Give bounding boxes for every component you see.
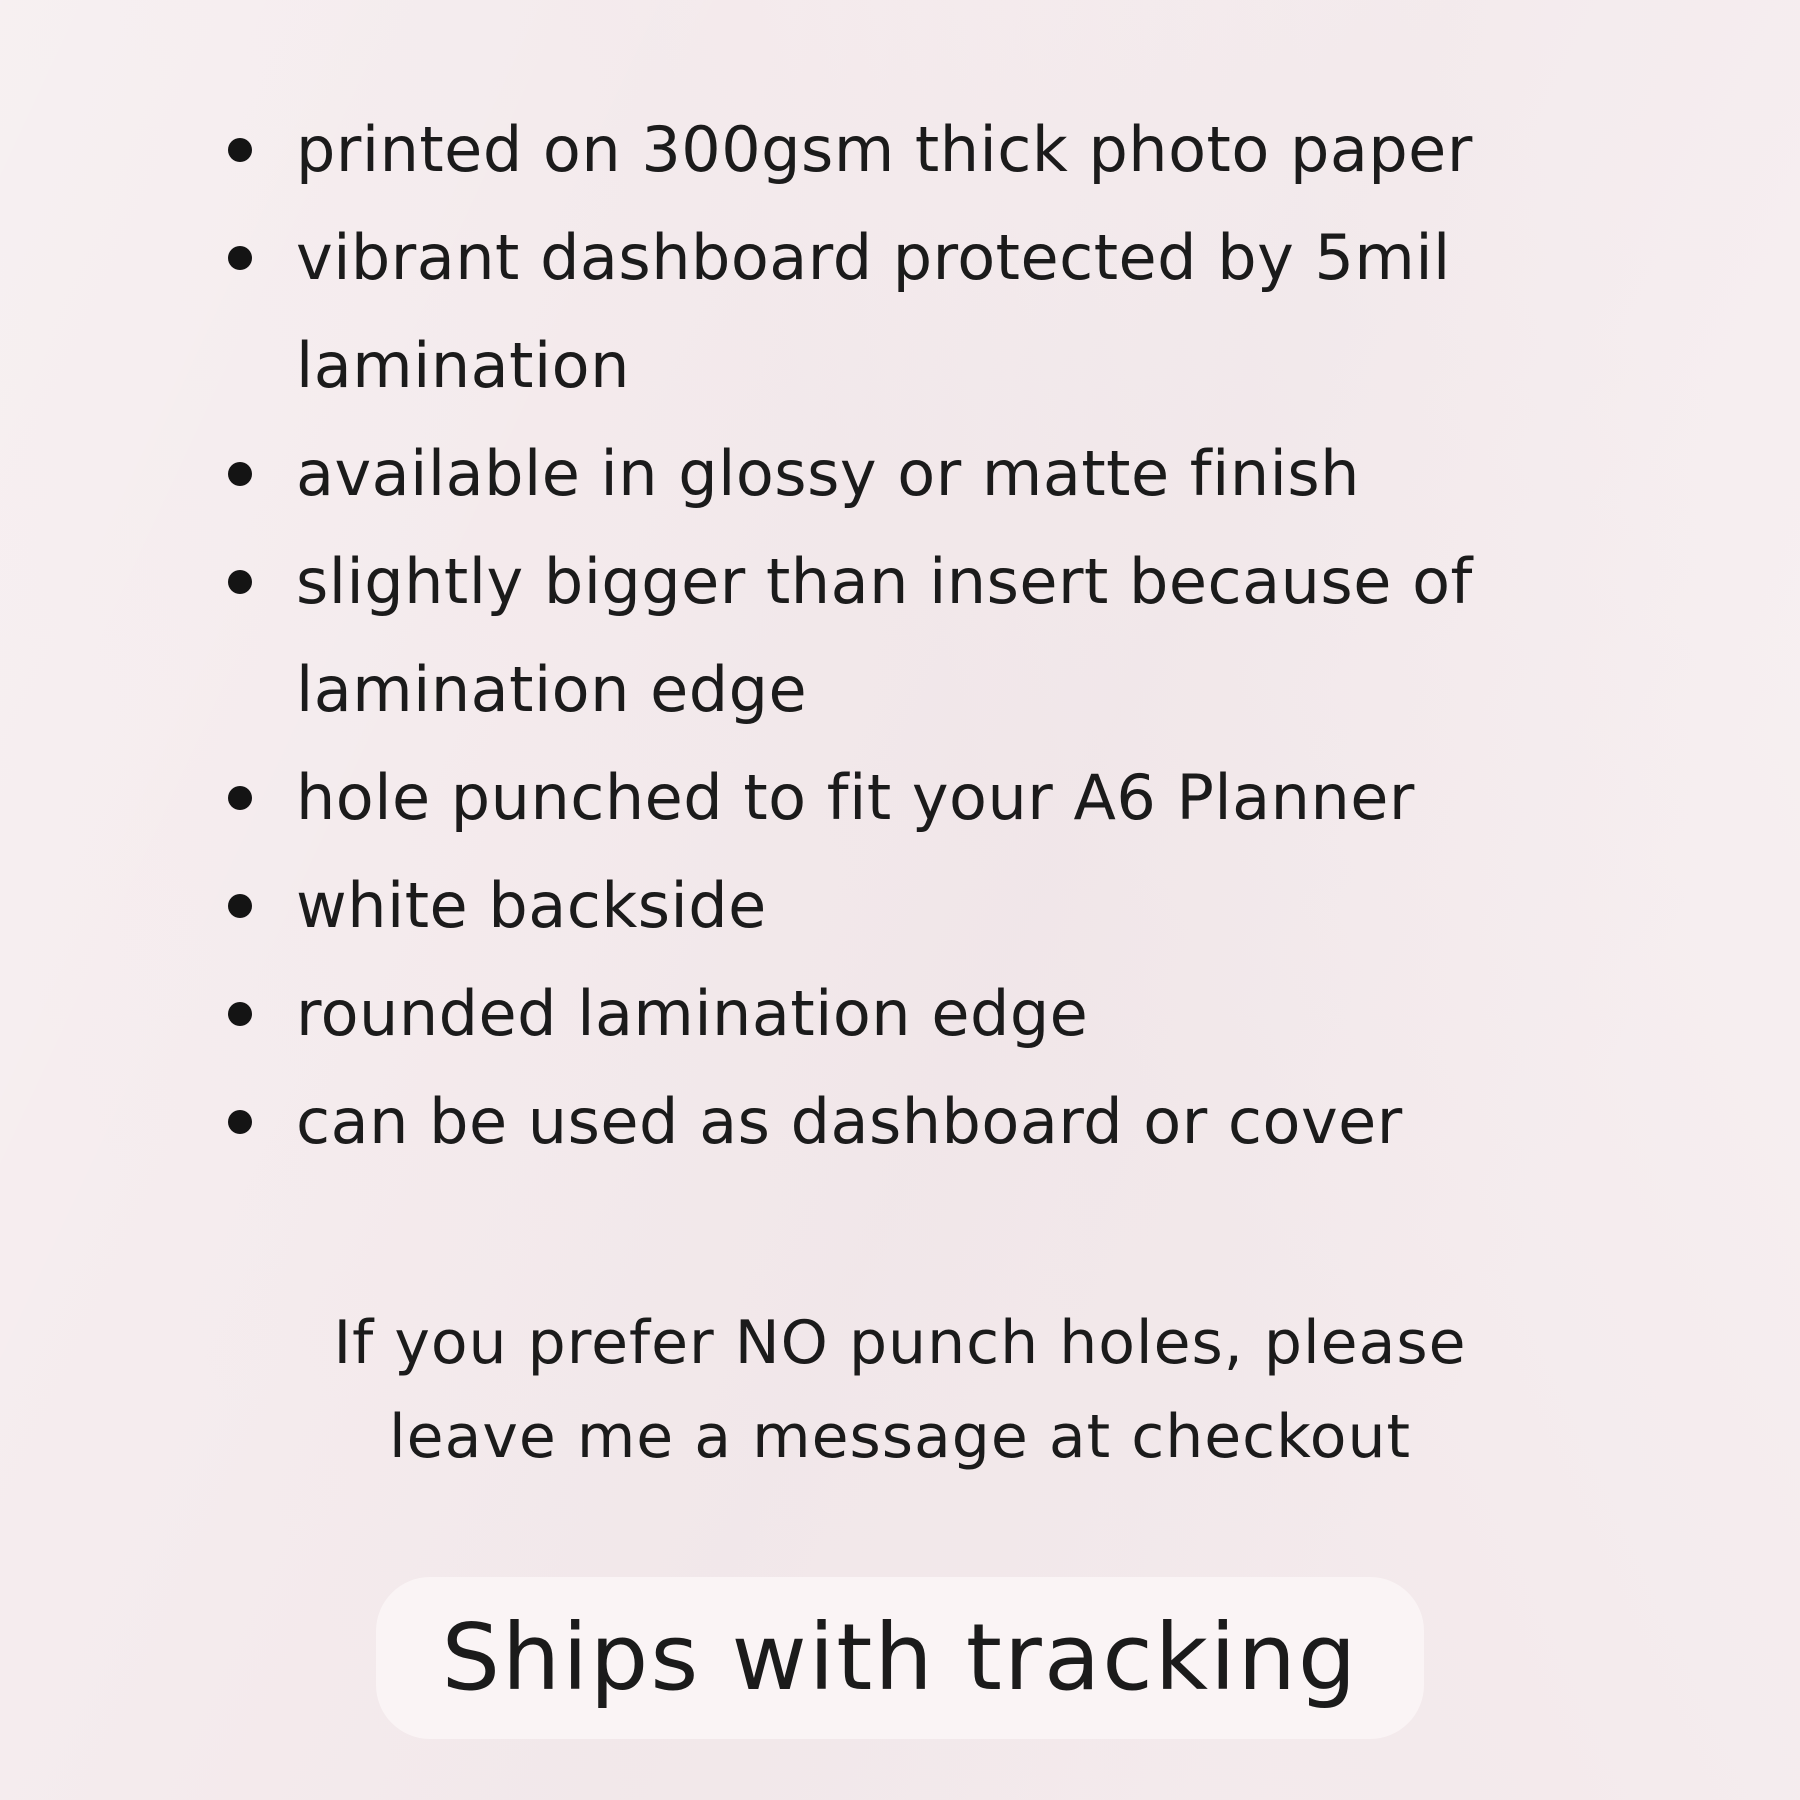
bullet-icon (228, 138, 252, 162)
bullet-icon (228, 570, 252, 594)
feature-text: printed on 300gsm thick photo paper (296, 113, 1473, 186)
list-item (228, 960, 1800, 1068)
feature-text: rounded lamination edge (296, 977, 1089, 1050)
list-item (228, 204, 1800, 420)
feature-text: white backside (296, 869, 767, 942)
list-item (228, 96, 1800, 204)
list-item (228, 1068, 1800, 1176)
bullet-icon (228, 1110, 252, 1134)
no-punch-holes-note (0, 1296, 1800, 1484)
bullet-icon (228, 894, 252, 918)
feature-text: vibrant dashboard protected by 5mil lamination (296, 221, 1451, 402)
shipping-badge: Ships with tracking (376, 1577, 1425, 1739)
feature-text: slightly bigger than insert because of lamination edge (296, 545, 1473, 726)
note-line-1: If you prefer NO punch holes, please (333, 1308, 1467, 1378)
list-item (228, 852, 1800, 960)
list-item (228, 420, 1800, 528)
bullet-icon (228, 786, 252, 810)
note-line-2: leave me a message at checkout (389, 1402, 1411, 1472)
list-item (228, 528, 1800, 744)
feature-text: available in glossy or matte finish (296, 437, 1360, 510)
bullet-icon (228, 246, 252, 270)
list-item (228, 744, 1800, 852)
feature-text: can be used as dashboard or cover (296, 1085, 1403, 1158)
feature-text: hole punched to fit your A6 Planner (296, 761, 1415, 834)
bullet-icon (228, 1002, 252, 1026)
bullet-icon (228, 462, 252, 486)
